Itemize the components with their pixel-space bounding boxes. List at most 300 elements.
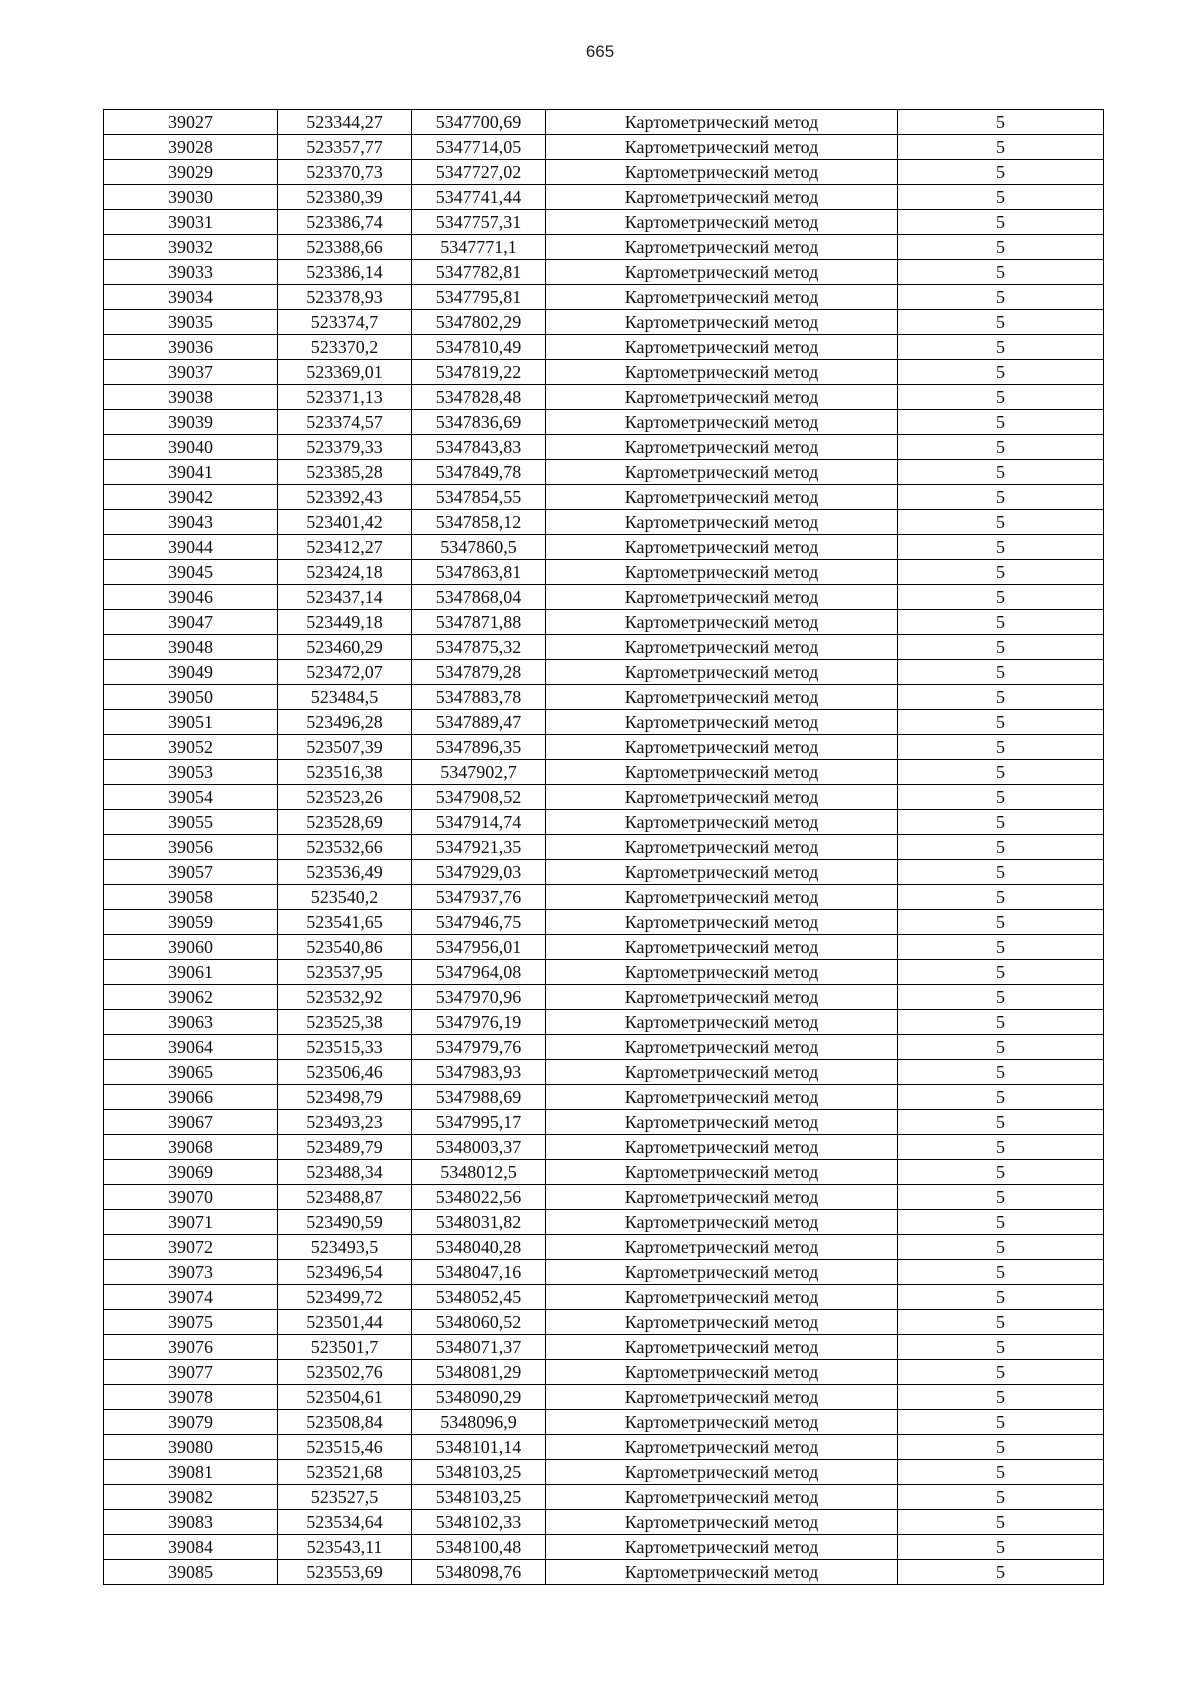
- accuracy-cell: 5: [898, 1135, 1104, 1160]
- method-cell: Картометрический метод: [546, 1235, 898, 1260]
- method-cell: Картометрический метод: [546, 235, 898, 260]
- point-number-cell: 39079: [104, 1410, 278, 1435]
- y-coordinate-cell: 5348003,37: [412, 1135, 546, 1160]
- x-coordinate-cell: 523521,68: [278, 1460, 412, 1485]
- y-coordinate-cell: 5347883,78: [412, 685, 546, 710]
- accuracy-cell: 5: [898, 310, 1104, 335]
- x-coordinate-cell: 523534,64: [278, 1510, 412, 1535]
- table-row: [104, 785, 1104, 810]
- method-cell: Картометрический метод: [546, 1060, 898, 1085]
- table-row: [104, 1510, 1104, 1535]
- method-cell: Картометрический метод: [546, 285, 898, 310]
- table-row: [104, 1235, 1104, 1260]
- y-coordinate-cell: 5347983,93: [412, 1060, 546, 1085]
- accuracy-cell: 5: [898, 485, 1104, 510]
- accuracy-cell: 5: [898, 1560, 1104, 1585]
- x-coordinate-cell: 523472,07: [278, 660, 412, 685]
- table-row: [104, 385, 1104, 410]
- method-cell: Картометрический метод: [546, 785, 898, 810]
- point-number-cell: 39084: [104, 1535, 278, 1560]
- table-row: [104, 1360, 1104, 1385]
- method-cell: Картометрический метод: [546, 1560, 898, 1585]
- point-number-cell: 39044: [104, 535, 278, 560]
- y-coordinate-cell: 5348102,33: [412, 1510, 546, 1535]
- point-number-cell: 39048: [104, 635, 278, 660]
- table-row: [104, 1410, 1104, 1435]
- accuracy-cell: 5: [898, 160, 1104, 185]
- table-row: [104, 560, 1104, 585]
- x-coordinate-cell: 523378,93: [278, 285, 412, 310]
- point-number-cell: 39052: [104, 735, 278, 760]
- y-coordinate-cell: 5347863,81: [412, 560, 546, 585]
- point-number-cell: 39075: [104, 1310, 278, 1335]
- point-number-cell: 39068: [104, 1135, 278, 1160]
- x-coordinate-cell: 523536,49: [278, 860, 412, 885]
- point-number-cell: 39035: [104, 310, 278, 335]
- accuracy-cell: 5: [898, 1010, 1104, 1035]
- table-row: [104, 1285, 1104, 1310]
- point-number-cell: 39085: [104, 1560, 278, 1585]
- x-coordinate-cell: 523484,5: [278, 685, 412, 710]
- table-row: [104, 510, 1104, 535]
- y-coordinate-cell: 5347741,44: [412, 185, 546, 210]
- x-coordinate-cell: 523499,72: [278, 1285, 412, 1310]
- x-coordinate-cell: 523488,87: [278, 1185, 412, 1210]
- point-number-cell: 39047: [104, 610, 278, 635]
- table-row: [104, 885, 1104, 910]
- accuracy-cell: 5: [898, 535, 1104, 560]
- table-row: [104, 310, 1104, 335]
- method-cell: Картометрический метод: [546, 610, 898, 635]
- accuracy-cell: 5: [898, 1535, 1104, 1560]
- table-row: [104, 485, 1104, 510]
- x-coordinate-cell: 523501,7: [278, 1335, 412, 1360]
- point-number-cell: 39027: [104, 110, 278, 135]
- method-cell: Картометрический метод: [546, 1110, 898, 1135]
- point-number-cell: 39070: [104, 1185, 278, 1210]
- coordinates-table-body: [104, 110, 1104, 1585]
- point-number-cell: 39082: [104, 1485, 278, 1510]
- y-coordinate-cell: 5348103,25: [412, 1485, 546, 1510]
- accuracy-cell: 5: [898, 810, 1104, 835]
- y-coordinate-cell: 5347858,12: [412, 510, 546, 535]
- accuracy-cell: 5: [898, 1335, 1104, 1360]
- accuracy-cell: 5: [898, 835, 1104, 860]
- method-cell: Картометрический метод: [546, 560, 898, 585]
- x-coordinate-cell: 523532,66: [278, 835, 412, 860]
- point-number-cell: 39029: [104, 160, 278, 185]
- table-row: [104, 660, 1104, 685]
- x-coordinate-cell: 523493,23: [278, 1110, 412, 1135]
- point-number-cell: 39038: [104, 385, 278, 410]
- y-coordinate-cell: 5347782,81: [412, 260, 546, 285]
- x-coordinate-cell: 523501,44: [278, 1310, 412, 1335]
- table-row: [104, 760, 1104, 785]
- method-cell: Картометрический метод: [546, 1435, 898, 1460]
- x-coordinate-cell: 523528,69: [278, 810, 412, 835]
- point-number-cell: 39081: [104, 1460, 278, 1485]
- y-coordinate-cell: 5347860,5: [412, 535, 546, 560]
- x-coordinate-cell: 523344,27: [278, 110, 412, 135]
- method-cell: Картометрический метод: [546, 360, 898, 385]
- x-coordinate-cell: 523532,92: [278, 985, 412, 1010]
- y-coordinate-cell: 5348090,29: [412, 1385, 546, 1410]
- x-coordinate-cell: 523543,11: [278, 1535, 412, 1560]
- x-coordinate-cell: 523506,46: [278, 1060, 412, 1085]
- accuracy-cell: 5: [898, 1435, 1104, 1460]
- point-number-cell: 39062: [104, 985, 278, 1010]
- table-row: [104, 1085, 1104, 1110]
- method-cell: Картометрический метод: [546, 935, 898, 960]
- method-cell: Картометрический метод: [546, 1535, 898, 1560]
- point-number-cell: 39046: [104, 585, 278, 610]
- accuracy-cell: 5: [898, 1310, 1104, 1335]
- point-number-cell: 39036: [104, 335, 278, 360]
- method-cell: Картометрический метод: [546, 660, 898, 685]
- x-coordinate-cell: 523370,2: [278, 335, 412, 360]
- method-cell: Картометрический метод: [546, 485, 898, 510]
- x-coordinate-cell: 523437,14: [278, 585, 412, 610]
- point-number-cell: 39080: [104, 1435, 278, 1460]
- table-row: [104, 1485, 1104, 1510]
- point-number-cell: 39074: [104, 1285, 278, 1310]
- table-row: [104, 160, 1104, 185]
- table-row: [104, 810, 1104, 835]
- accuracy-cell: 5: [898, 1410, 1104, 1435]
- y-coordinate-cell: 5347976,19: [412, 1010, 546, 1035]
- x-coordinate-cell: 523504,61: [278, 1385, 412, 1410]
- table-row: [104, 135, 1104, 160]
- method-cell: Картометрический метод: [546, 860, 898, 885]
- y-coordinate-cell: 5347819,22: [412, 360, 546, 385]
- accuracy-cell: 5: [898, 185, 1104, 210]
- y-coordinate-cell: 5347700,69: [412, 110, 546, 135]
- method-cell: Картометрический метод: [546, 1385, 898, 1410]
- y-coordinate-cell: 5348101,14: [412, 1435, 546, 1460]
- point-number-cell: 39030: [104, 185, 278, 210]
- y-coordinate-cell: 5348098,76: [412, 1560, 546, 1585]
- x-coordinate-cell: 523527,5: [278, 1485, 412, 1510]
- x-coordinate-cell: 523525,38: [278, 1010, 412, 1035]
- method-cell: Картометрический метод: [546, 135, 898, 160]
- accuracy-cell: 5: [898, 985, 1104, 1010]
- method-cell: Картометрический метод: [546, 160, 898, 185]
- accuracy-cell: 5: [898, 960, 1104, 985]
- method-cell: Картометрический метод: [546, 1210, 898, 1235]
- table-row: [104, 585, 1104, 610]
- y-coordinate-cell: 5347771,1: [412, 235, 546, 260]
- point-number-cell: 39039: [104, 410, 278, 435]
- x-coordinate-cell: 523540,2: [278, 885, 412, 910]
- method-cell: Картометрический метод: [546, 985, 898, 1010]
- y-coordinate-cell: 5347979,76: [412, 1035, 546, 1060]
- point-number-cell: 39078: [104, 1385, 278, 1410]
- accuracy-cell: 5: [898, 1485, 1104, 1510]
- y-coordinate-cell: 5348012,5: [412, 1160, 546, 1185]
- method-cell: Картометрический метод: [546, 635, 898, 660]
- accuracy-cell: 5: [898, 460, 1104, 485]
- point-number-cell: 39055: [104, 810, 278, 835]
- accuracy-cell: 5: [898, 735, 1104, 760]
- y-coordinate-cell: 5347964,08: [412, 960, 546, 985]
- y-coordinate-cell: 5347896,35: [412, 735, 546, 760]
- x-coordinate-cell: 523392,43: [278, 485, 412, 510]
- accuracy-cell: 5: [898, 335, 1104, 360]
- accuracy-cell: 5: [898, 660, 1104, 685]
- y-coordinate-cell: 5347914,74: [412, 810, 546, 835]
- y-coordinate-cell: 5347937,76: [412, 885, 546, 910]
- x-coordinate-cell: 523537,95: [278, 960, 412, 985]
- accuracy-cell: 5: [898, 1160, 1104, 1185]
- method-cell: Картометрический метод: [546, 810, 898, 835]
- method-cell: Картометрический метод: [546, 210, 898, 235]
- x-coordinate-cell: 523424,18: [278, 560, 412, 585]
- y-coordinate-cell: 5347802,29: [412, 310, 546, 335]
- method-cell: Картометрический метод: [546, 535, 898, 560]
- x-coordinate-cell: 523493,5: [278, 1235, 412, 1260]
- x-coordinate-cell: 523508,84: [278, 1410, 412, 1435]
- y-coordinate-cell: 5347995,17: [412, 1110, 546, 1135]
- method-cell: Картометрический метод: [546, 1410, 898, 1435]
- accuracy-cell: 5: [898, 935, 1104, 960]
- point-number-cell: 39060: [104, 935, 278, 960]
- accuracy-cell: 5: [898, 210, 1104, 235]
- table-row: [104, 235, 1104, 260]
- x-coordinate-cell: 523386,74: [278, 210, 412, 235]
- y-coordinate-cell: 5347871,88: [412, 610, 546, 635]
- table-row: [104, 435, 1104, 460]
- y-coordinate-cell: 5347946,75: [412, 910, 546, 935]
- x-coordinate-cell: 523380,39: [278, 185, 412, 210]
- y-coordinate-cell: 5347849,78: [412, 460, 546, 485]
- accuracy-cell: 5: [898, 885, 1104, 910]
- y-coordinate-cell: 5348081,29: [412, 1360, 546, 1385]
- y-coordinate-cell: 5347908,52: [412, 785, 546, 810]
- x-coordinate-cell: 523498,79: [278, 1085, 412, 1110]
- accuracy-cell: 5: [898, 1235, 1104, 1260]
- point-number-cell: 39042: [104, 485, 278, 510]
- accuracy-cell: 5: [898, 110, 1104, 135]
- table-row: [104, 735, 1104, 760]
- method-cell: Картометрический метод: [546, 1485, 898, 1510]
- accuracy-cell: 5: [898, 1510, 1104, 1535]
- table-row: [104, 1560, 1104, 1585]
- accuracy-cell: 5: [898, 1360, 1104, 1385]
- point-number-cell: 39072: [104, 1235, 278, 1260]
- x-coordinate-cell: 523460,29: [278, 635, 412, 660]
- table-row: [104, 1210, 1104, 1235]
- table-row: [104, 610, 1104, 635]
- method-cell: Картометрический метод: [546, 835, 898, 860]
- method-cell: Картометрический метод: [546, 885, 898, 910]
- method-cell: Картометрический метод: [546, 1160, 898, 1185]
- point-number-cell: 39064: [104, 1035, 278, 1060]
- point-number-cell: 39054: [104, 785, 278, 810]
- y-coordinate-cell: 5347714,05: [412, 135, 546, 160]
- y-coordinate-cell: 5347757,31: [412, 210, 546, 235]
- table-row: [104, 1460, 1104, 1485]
- table-row: [104, 1535, 1104, 1560]
- accuracy-cell: 5: [898, 1385, 1104, 1410]
- y-coordinate-cell: 5347879,28: [412, 660, 546, 685]
- table-row: [104, 860, 1104, 885]
- y-coordinate-cell: 5347727,02: [412, 160, 546, 185]
- accuracy-cell: 5: [898, 685, 1104, 710]
- point-number-cell: 39067: [104, 1110, 278, 1135]
- table-row: [104, 1185, 1104, 1210]
- x-coordinate-cell: 523412,27: [278, 535, 412, 560]
- point-number-cell: 39040: [104, 435, 278, 460]
- accuracy-cell: 5: [898, 785, 1104, 810]
- x-coordinate-cell: 523523,26: [278, 785, 412, 810]
- accuracy-cell: 5: [898, 1110, 1104, 1135]
- point-number-cell: 39050: [104, 685, 278, 710]
- x-coordinate-cell: 523490,59: [278, 1210, 412, 1235]
- accuracy-cell: 5: [898, 235, 1104, 260]
- y-coordinate-cell: 5347843,83: [412, 435, 546, 460]
- point-number-cell: 39031: [104, 210, 278, 235]
- y-coordinate-cell: 5347810,49: [412, 335, 546, 360]
- x-coordinate-cell: 523388,66: [278, 235, 412, 260]
- x-coordinate-cell: 523374,57: [278, 410, 412, 435]
- y-coordinate-cell: 5347902,7: [412, 760, 546, 785]
- point-number-cell: 39051: [104, 710, 278, 735]
- method-cell: Картометрический метод: [546, 1185, 898, 1210]
- accuracy-cell: 5: [898, 1185, 1104, 1210]
- table-row: [104, 260, 1104, 285]
- point-number-cell: 39032: [104, 235, 278, 260]
- accuracy-cell: 5: [898, 360, 1104, 385]
- accuracy-cell: 5: [898, 410, 1104, 435]
- method-cell: Картометрический метод: [546, 960, 898, 985]
- x-coordinate-cell: 523379,33: [278, 435, 412, 460]
- table-row: [104, 185, 1104, 210]
- table-row: [104, 685, 1104, 710]
- point-number-cell: 39063: [104, 1010, 278, 1035]
- accuracy-cell: 5: [898, 585, 1104, 610]
- y-coordinate-cell: 5347875,32: [412, 635, 546, 660]
- table-row: [104, 985, 1104, 1010]
- table-row: [104, 1060, 1104, 1085]
- y-coordinate-cell: 5347828,48: [412, 385, 546, 410]
- table-row: [104, 910, 1104, 935]
- table-row: [104, 335, 1104, 360]
- point-number-cell: 39043: [104, 510, 278, 535]
- table-row: [104, 1335, 1104, 1360]
- accuracy-cell: 5: [898, 1210, 1104, 1235]
- y-coordinate-cell: 5348071,37: [412, 1335, 546, 1360]
- table-row: [104, 1160, 1104, 1185]
- point-number-cell: 39066: [104, 1085, 278, 1110]
- table-row: [104, 410, 1104, 435]
- y-coordinate-cell: 5348022,56: [412, 1185, 546, 1210]
- method-cell: Картометрический метод: [546, 510, 898, 535]
- point-number-cell: 39065: [104, 1060, 278, 1085]
- accuracy-cell: 5: [898, 435, 1104, 460]
- y-coordinate-cell: 5348100,48: [412, 1535, 546, 1560]
- point-number-cell: 39061: [104, 960, 278, 985]
- method-cell: Картометрический метод: [546, 1085, 898, 1110]
- method-cell: Картометрический метод: [546, 585, 898, 610]
- accuracy-cell: 5: [898, 510, 1104, 535]
- table-row: [104, 960, 1104, 985]
- table-row: [104, 1260, 1104, 1285]
- method-cell: Картометрический метод: [546, 410, 898, 435]
- method-cell: Картометрический метод: [546, 760, 898, 785]
- method-cell: Картометрический метод: [546, 1310, 898, 1335]
- method-cell: Картометрический метод: [546, 1335, 898, 1360]
- point-number-cell: 39045: [104, 560, 278, 585]
- x-coordinate-cell: 523515,33: [278, 1035, 412, 1060]
- accuracy-cell: 5: [898, 635, 1104, 660]
- y-coordinate-cell: 5347921,35: [412, 835, 546, 860]
- x-coordinate-cell: 523385,28: [278, 460, 412, 485]
- table-row: [104, 935, 1104, 960]
- method-cell: Картометрический метод: [546, 335, 898, 360]
- x-coordinate-cell: 523488,34: [278, 1160, 412, 1185]
- table-row: [104, 1010, 1104, 1035]
- method-cell: Картометрический метод: [546, 1010, 898, 1035]
- accuracy-cell: 5: [898, 1460, 1104, 1485]
- point-number-cell: 39028: [104, 135, 278, 160]
- method-cell: Картометрический метод: [546, 1360, 898, 1385]
- method-cell: Картометрический метод: [546, 1510, 898, 1535]
- x-coordinate-cell: 523449,18: [278, 610, 412, 635]
- table-row: [104, 360, 1104, 385]
- accuracy-cell: 5: [898, 385, 1104, 410]
- method-cell: Картометрический метод: [546, 460, 898, 485]
- method-cell: Картометрический метод: [546, 435, 898, 460]
- x-coordinate-cell: 523369,01: [278, 360, 412, 385]
- table-row: [104, 635, 1104, 660]
- y-coordinate-cell: 5348060,52: [412, 1310, 546, 1335]
- accuracy-cell: 5: [898, 1085, 1104, 1110]
- point-number-cell: 39056: [104, 835, 278, 860]
- x-coordinate-cell: 523386,14: [278, 260, 412, 285]
- coordinates-table: [103, 109, 1104, 1585]
- method-cell: Картометрический метод: [546, 310, 898, 335]
- y-coordinate-cell: 5347795,81: [412, 285, 546, 310]
- y-coordinate-cell: 5347929,03: [412, 860, 546, 885]
- accuracy-cell: 5: [898, 1060, 1104, 1085]
- table-row: [104, 110, 1104, 135]
- method-cell: Картометрический метод: [546, 185, 898, 210]
- y-coordinate-cell: 5347889,47: [412, 710, 546, 735]
- accuracy-cell: 5: [898, 260, 1104, 285]
- accuracy-cell: 5: [898, 1035, 1104, 1060]
- method-cell: Картометрический метод: [546, 260, 898, 285]
- accuracy-cell: 5: [898, 285, 1104, 310]
- point-number-cell: 39049: [104, 660, 278, 685]
- point-number-cell: 39073: [104, 1260, 278, 1285]
- table-row: [104, 835, 1104, 860]
- x-coordinate-cell: 523496,54: [278, 1260, 412, 1285]
- method-cell: Картометрический метод: [546, 385, 898, 410]
- point-number-cell: 39033: [104, 260, 278, 285]
- page-number: 665: [585, 42, 615, 61]
- method-cell: Картометрический метод: [546, 735, 898, 760]
- table-row: [104, 460, 1104, 485]
- y-coordinate-cell: 5348096,9: [412, 1410, 546, 1435]
- point-number-cell: 39034: [104, 285, 278, 310]
- method-cell: Картометрический метод: [546, 1460, 898, 1485]
- x-coordinate-cell: 523374,7: [278, 310, 412, 335]
- y-coordinate-cell: 5347854,55: [412, 485, 546, 510]
- accuracy-cell: 5: [898, 710, 1104, 735]
- accuracy-cell: 5: [898, 1260, 1104, 1285]
- x-coordinate-cell: 523496,28: [278, 710, 412, 735]
- method-cell: Картометрический метод: [546, 685, 898, 710]
